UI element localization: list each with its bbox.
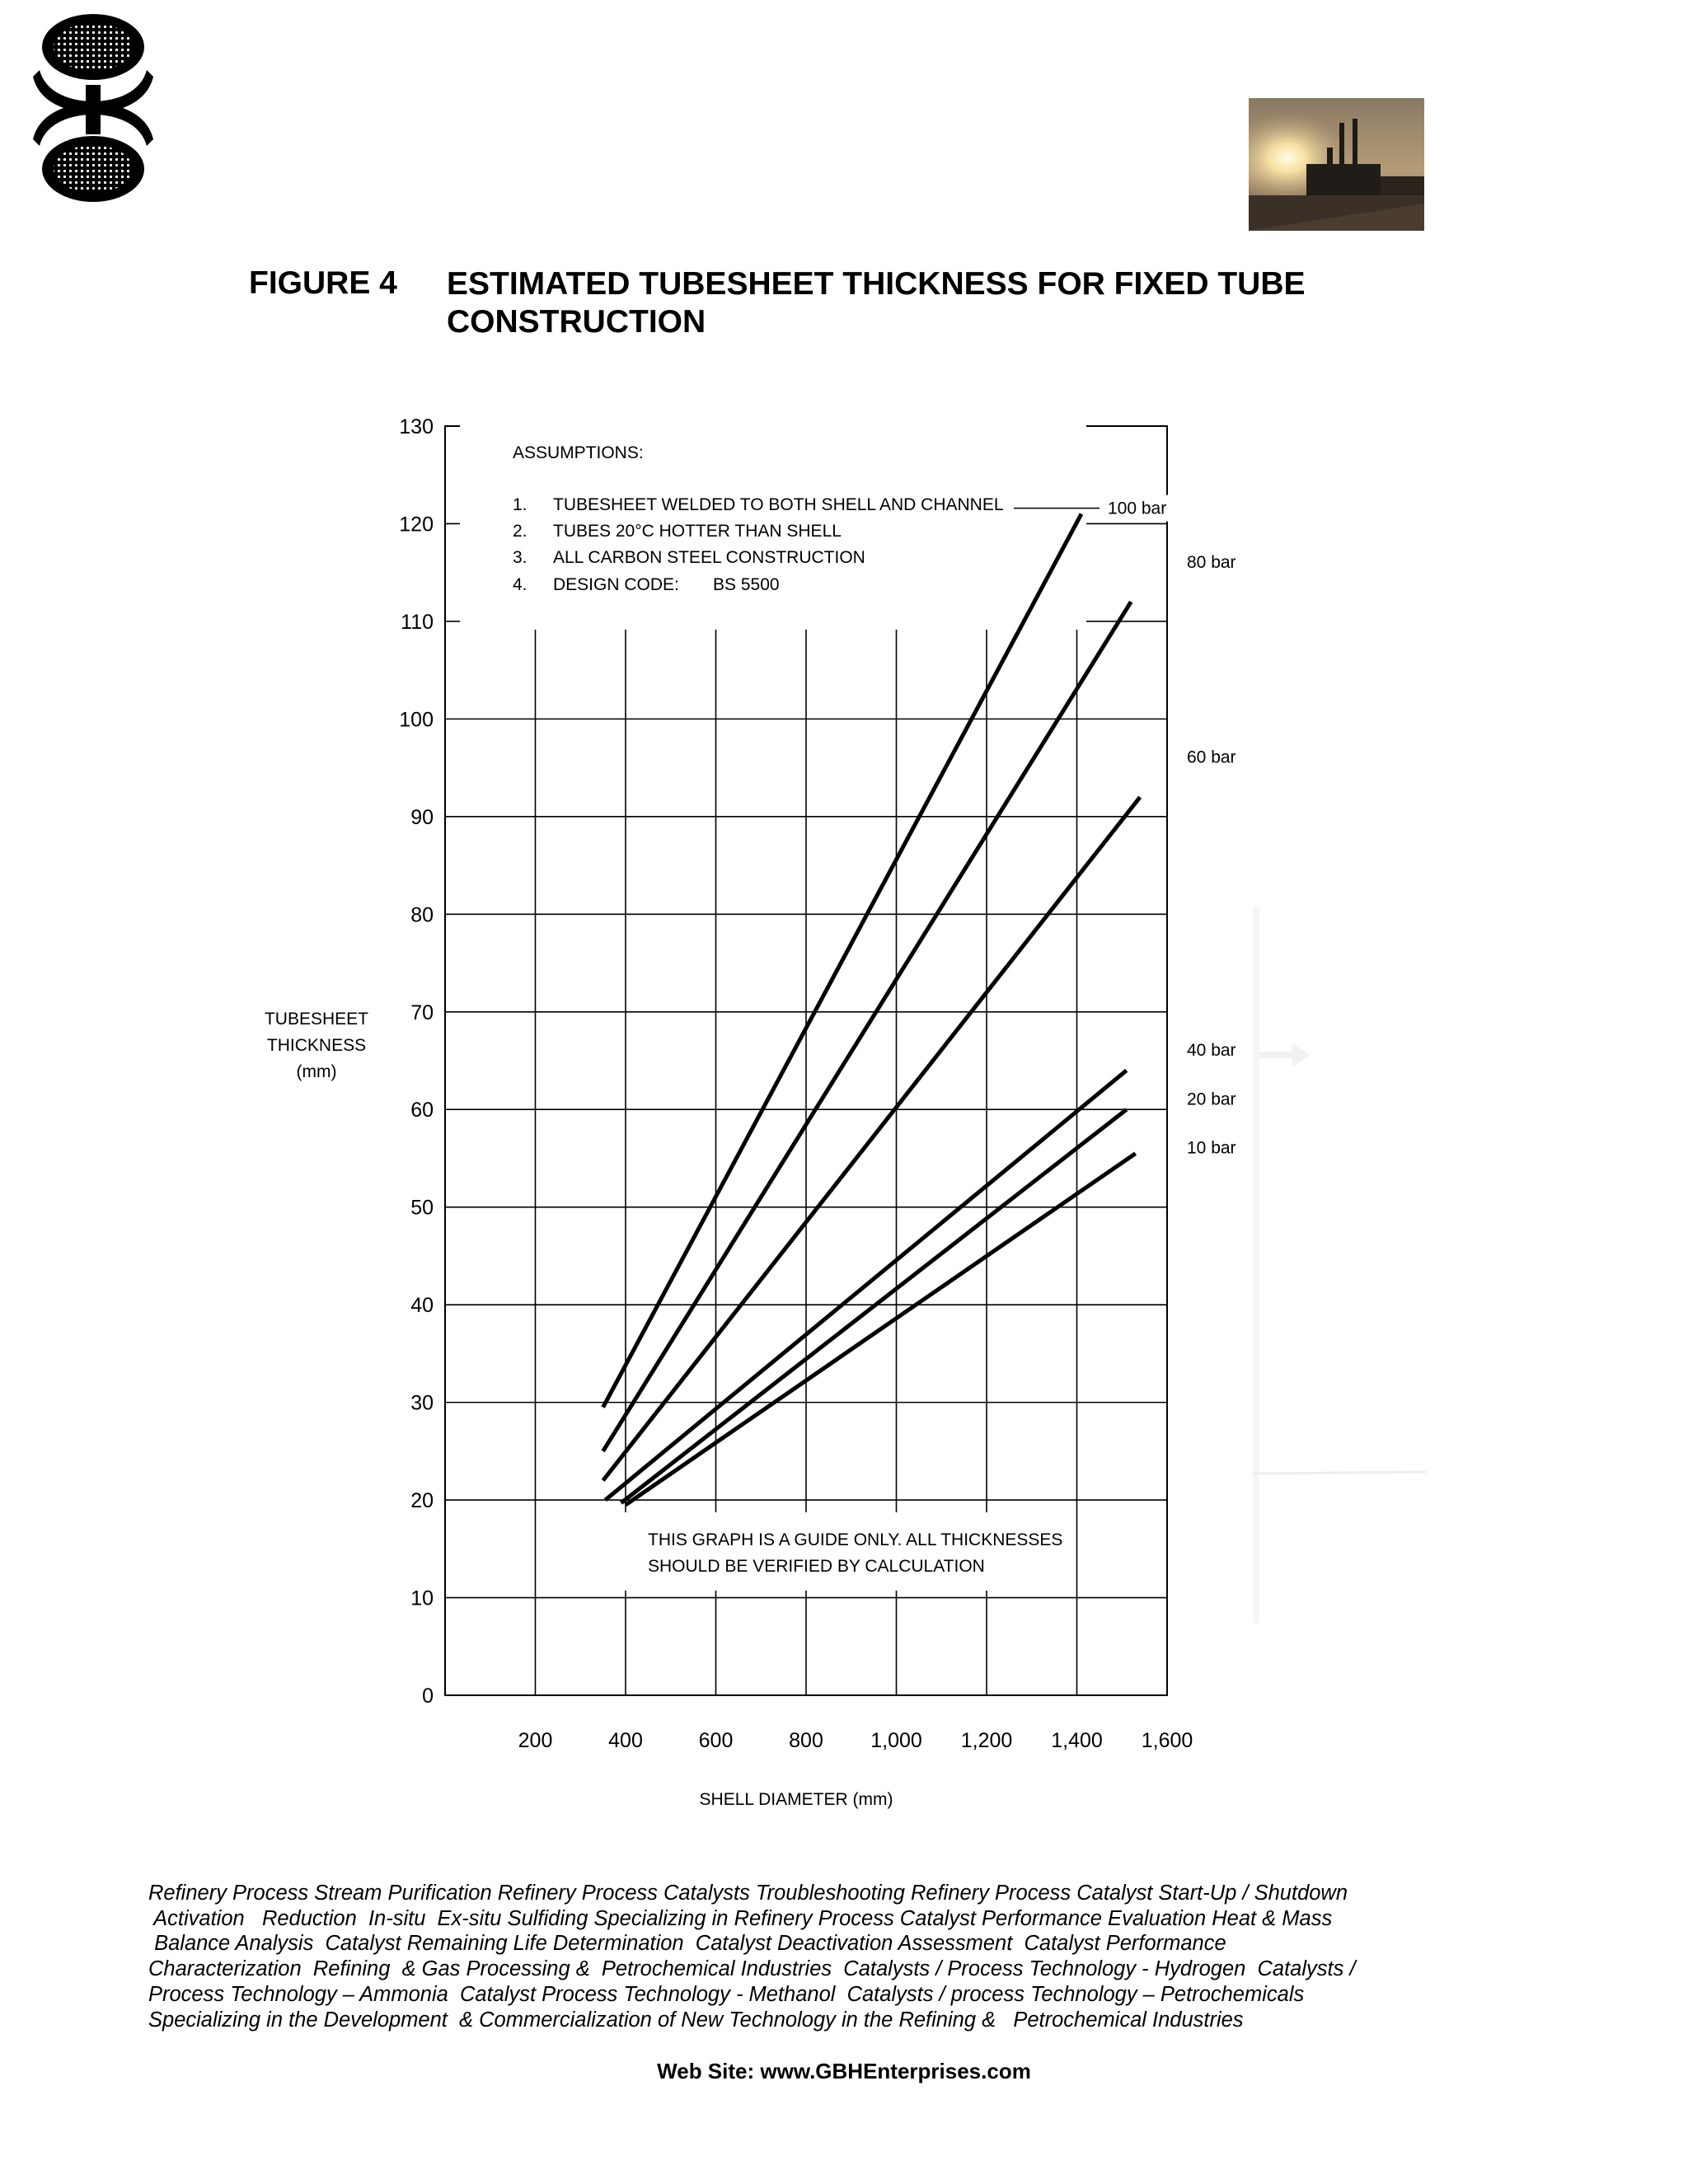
- y-axis-label-line: THICKNESS: [266, 1036, 367, 1055]
- footer-line: Activation Reduction In-situ Ex-situ Sulfiding Specializing in Refinery Process Catalyst Performance Evaluation Heat & Mass: [148, 1906, 1333, 1930]
- x-tick-label: 200: [518, 1729, 553, 1752]
- series-label: 10 bar: [1187, 1138, 1236, 1158]
- footer-line: Specializing in the Development & Commercialization of New Technology in the Refining & Petrochemical Industries: [148, 2008, 1244, 2032]
- footer-text: [148, 1881, 1434, 2032]
- footer-line: Balance Analysis Catalyst Remaining Life Determination Catalyst Deactivation Assessment Catalyst Performance: [148, 1932, 1226, 1956]
- y-tick-label: 110: [401, 610, 434, 634]
- series-label: 80 bar: [1187, 552, 1236, 572]
- y-tick-label: 30: [410, 1391, 434, 1415]
- y-tick-label: 90: [410, 805, 434, 829]
- assumption-item: [513, 522, 842, 541]
- x-axis-ticks: [518, 1729, 1193, 1752]
- y-tick-label: 100: [399, 708, 434, 732]
- note-line: SHOULD BE VERIFIED BY CALCULATION: [648, 1557, 985, 1576]
- y-axis-label-line: (mm): [296, 1062, 337, 1081]
- figure-number: FIGURE 4: [249, 265, 397, 301]
- assumption-item: [513, 548, 865, 567]
- series-line: [626, 1154, 1136, 1505]
- series-label: 100 bar: [1108, 499, 1167, 518]
- svg-text:4.: 4.: [513, 575, 528, 594]
- series-line: [605, 1071, 1126, 1500]
- x-tick-label: 1,200: [960, 1729, 1013, 1752]
- assumption-item: [513, 495, 1004, 514]
- y-tick-label: 20: [410, 1489, 434, 1513]
- series-label: 60 bar: [1187, 748, 1236, 767]
- x-tick-label: 1,000: [870, 1729, 922, 1752]
- y-axis-label-line: TUBESHEET: [264, 1010, 369, 1029]
- assumption-item: [513, 575, 780, 594]
- note-line: THIS GRAPH IS A GUIDE ONLY. ALL THICKNESSES: [648, 1530, 1063, 1549]
- y-tick-label: 70: [410, 1001, 434, 1024]
- y-tick-label: 60: [410, 1099, 434, 1122]
- series-label: 40 bar: [1187, 1041, 1236, 1061]
- series-line: [621, 1109, 1127, 1502]
- series-label: 20 bar: [1187, 1090, 1236, 1109]
- svg-text:DESIGN CODE:: DESIGN CODE:: [553, 575, 679, 594]
- refinery-photo: [1249, 98, 1424, 231]
- footer-line: Process Technology – Ammonia Catalyst Process Technology - Methanol Catalysts / process Technology – Petrochemicals: [148, 1982, 1305, 2006]
- x-tick-label: 600: [698, 1729, 734, 1752]
- x-tick-label: 1,400: [1051, 1729, 1103, 1752]
- y-tick-label: 120: [399, 513, 434, 537]
- svg-text:BS 5500: BS 5500: [713, 575, 780, 594]
- svg-text:TUBES 20°C HOTTER THAN SHELL: TUBES 20°C HOTTER THAN SHELL: [553, 522, 842, 541]
- note-box: [625, 1512, 1062, 1591]
- y-tick-label: 0: [422, 1685, 434, 1708]
- svg-text:TUBESHEET WELDED TO BOTH SHELL: TUBESHEET WELDED TO BOTH SHELL AND CHANNEL: [553, 495, 1004, 514]
- series-line: [603, 602, 1132, 1451]
- company-logo: [33, 12, 153, 204]
- svg-text:1.: 1.: [513, 495, 528, 514]
- series-lines: [603, 514, 1141, 1505]
- website-link[interactable]: Web Site: www.GBHEnterprises.com: [657, 2059, 1031, 2083]
- x-tick-label: 1,600: [1141, 1729, 1193, 1752]
- x-tick-label: 800: [789, 1729, 823, 1752]
- footer-line: Refinery Process Stream Purification Refinery Process Catalysts Troubleshooting Refinery Process Catalyst Start-Up / Shutdown: [148, 1882, 1348, 1905]
- x-tick-label: 400: [608, 1729, 643, 1752]
- y-tick-label: 50: [410, 1196, 434, 1220]
- y-axis-ticks: [399, 415, 434, 1708]
- y-tick-label: 80: [410, 903, 434, 927]
- y-tick-label: 130: [399, 415, 434, 438]
- assumptions-title: ASSUMPTIONS:: [513, 443, 644, 462]
- background-ghost-graphic: [1253, 907, 1426, 1624]
- y-tick-label: 10: [410, 1586, 434, 1610]
- x-axis-label: SHELL DIAMETER (mm): [699, 1790, 893, 1809]
- figure-title: ESTIMATED TUBESHEET THICKNESS FOR FIXED TUBE CONSTRUCTION: [447, 266, 1306, 340]
- footer-line: Characterization Refining & Gas Processing & Petrochemical Industries Catalysts / Process Technology - Hydrogen Catalysts /: [148, 1957, 1356, 1981]
- svg-text:ALL CARBON STEEL CONSTRUCTION: ALL CARBON STEEL CONSTRUCTION: [553, 548, 865, 567]
- y-tick-label: 40: [410, 1294, 434, 1318]
- svg-text:3.: 3.: [513, 548, 528, 567]
- tubesheet-thickness-chart: [247, 396, 1451, 1830]
- series-line: [603, 797, 1141, 1480]
- svg-text:2.: 2.: [513, 522, 528, 541]
